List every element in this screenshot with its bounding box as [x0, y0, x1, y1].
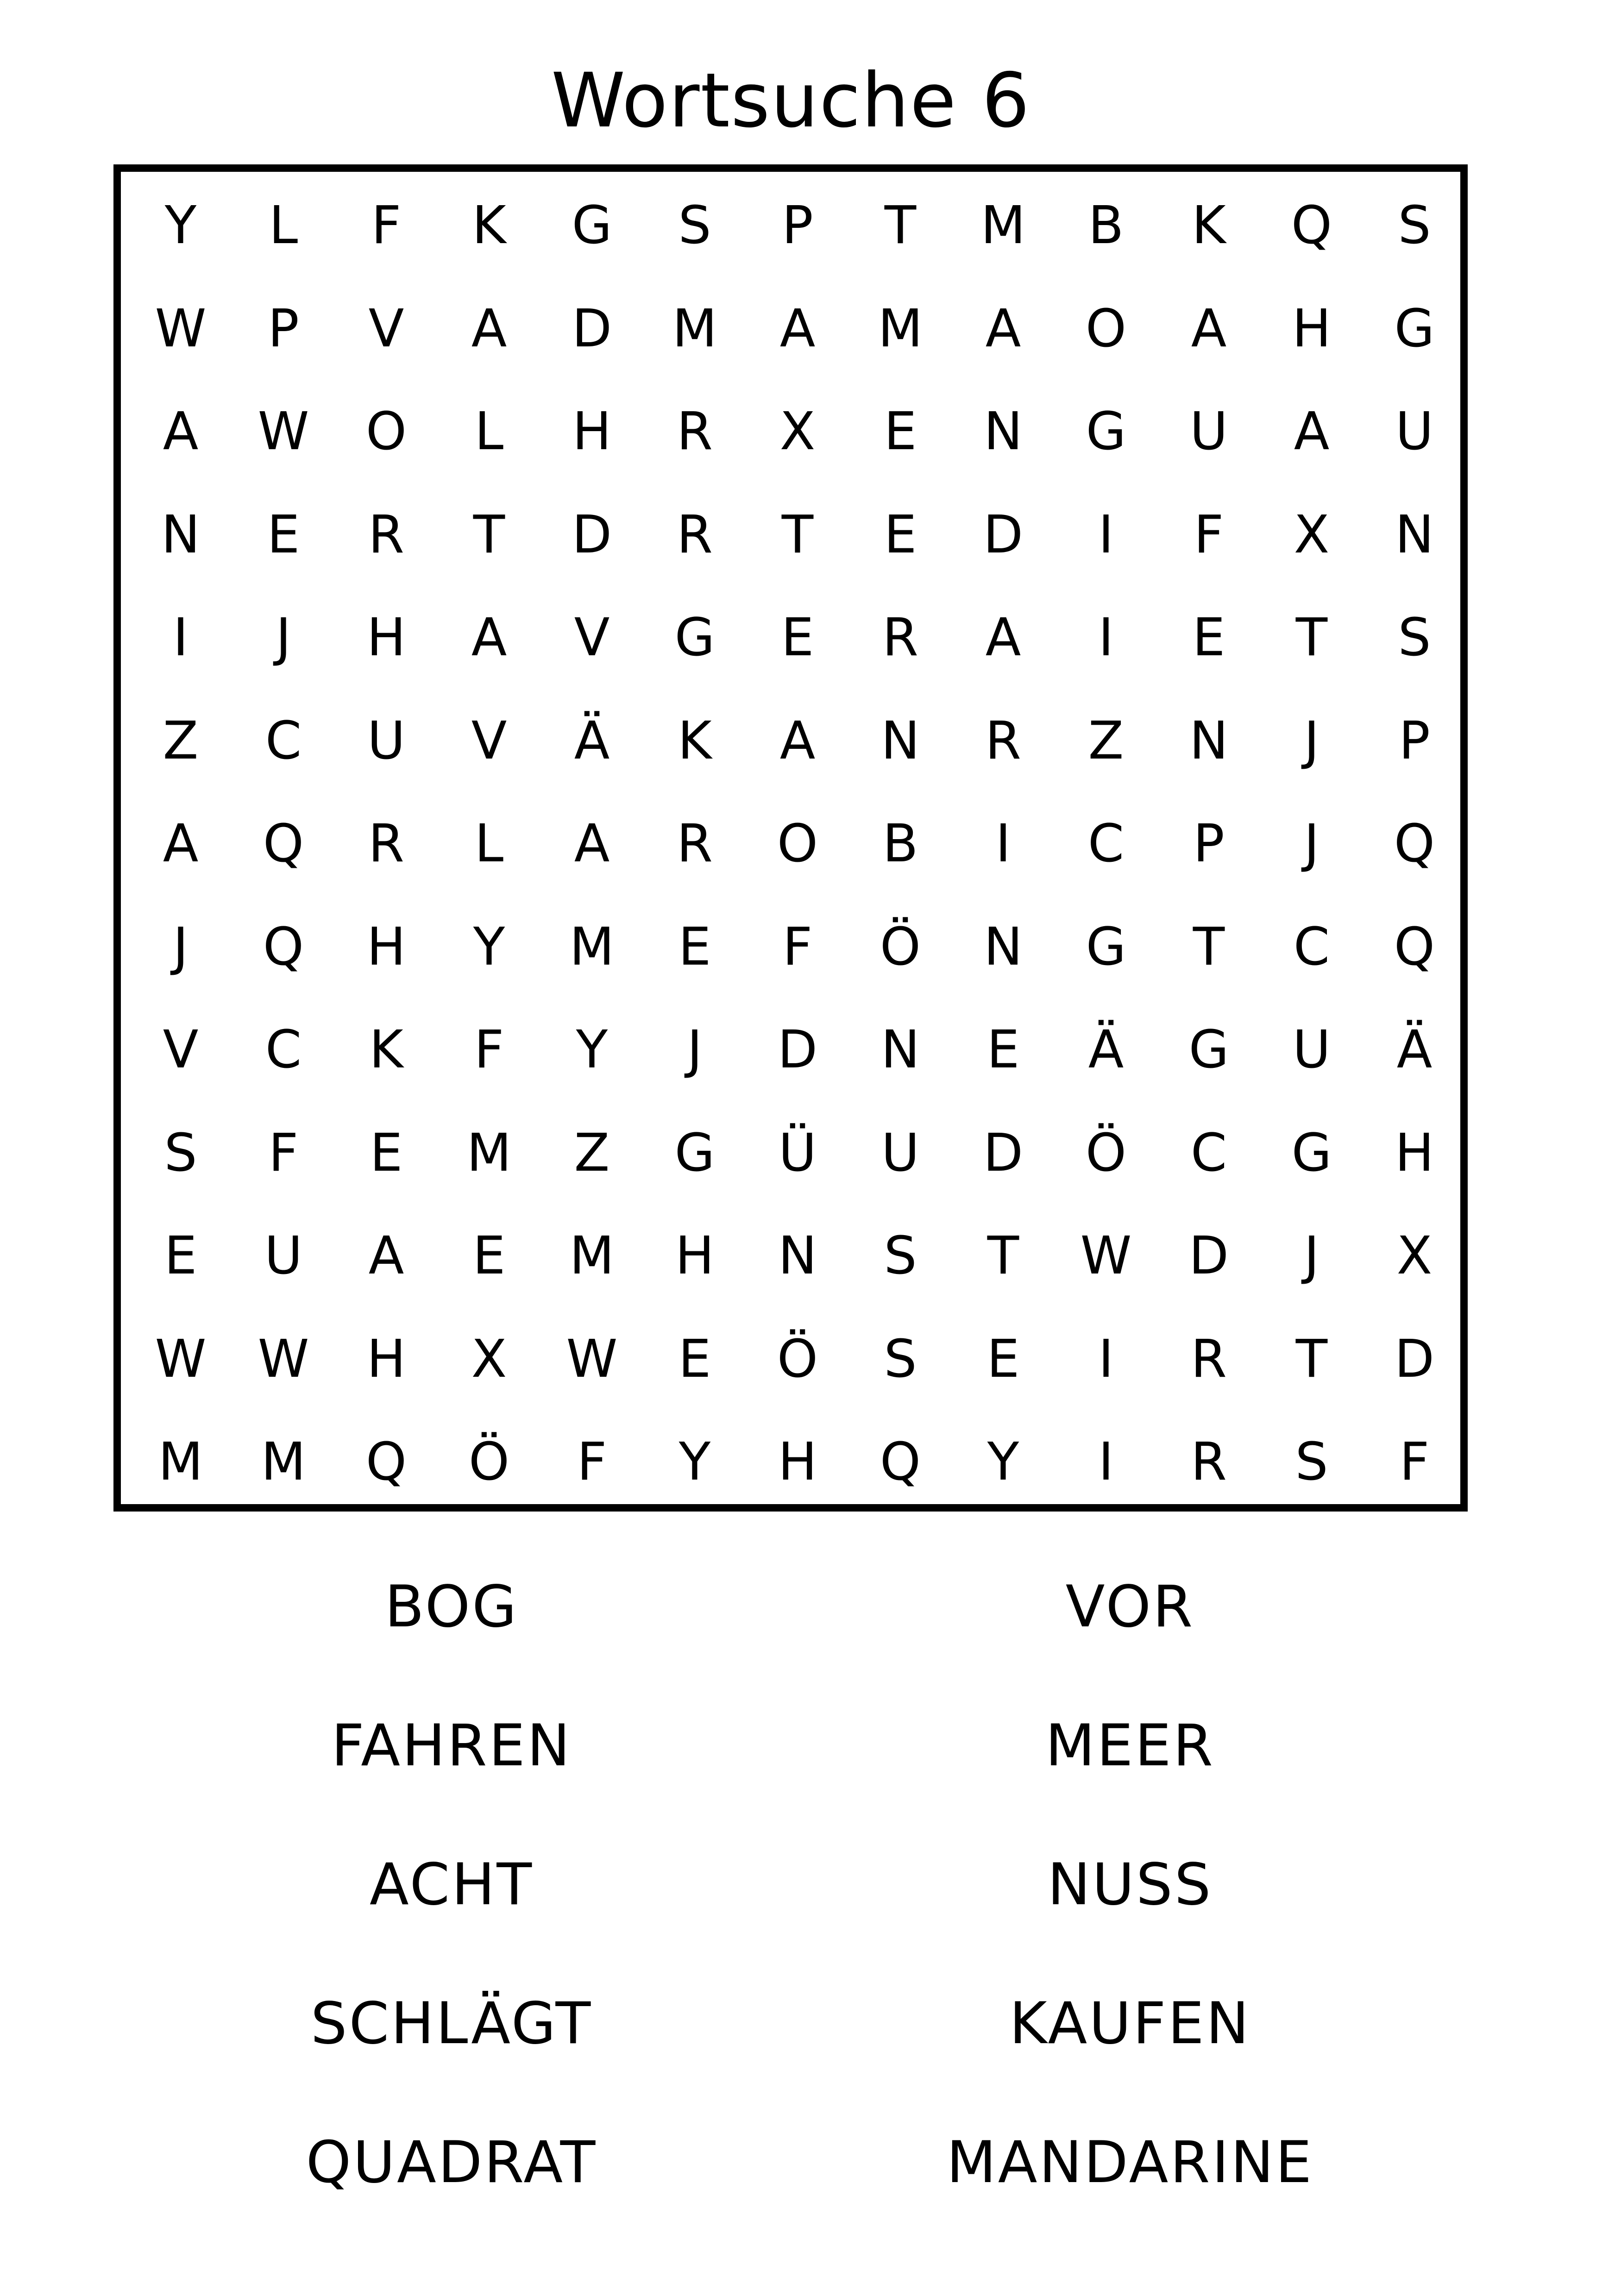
- grid-letter: J: [1304, 1226, 1319, 1286]
- grid-letter: D: [1394, 1329, 1435, 1389]
- grid-row: [121, 1410, 1460, 1514]
- grid-letter: Y: [576, 1020, 608, 1080]
- letter-grid-body: [121, 172, 1460, 1504]
- grid-letter: N: [881, 710, 920, 771]
- search-word: SCHLÄGT: [310, 1990, 593, 2057]
- grid-letter: A: [163, 814, 199, 874]
- grid-letter: N: [778, 1226, 817, 1286]
- grid-letter: H: [675, 1226, 715, 1286]
- grid-letter: M: [158, 1432, 203, 1492]
- grid-letter: O: [365, 401, 407, 462]
- grid-letter: A: [1191, 298, 1227, 359]
- grid-letter: X: [1396, 1226, 1433, 1286]
- grid-letter: U: [1190, 401, 1228, 462]
- grid-letter: R: [677, 504, 713, 565]
- grid-letter: R: [368, 504, 404, 565]
- grid-letter: Q: [1291, 195, 1332, 256]
- search-word: KAUFEN: [1009, 1990, 1251, 2057]
- grid-letter: A: [471, 298, 507, 359]
- grid-letter: J: [173, 916, 188, 977]
- grid-letter: L: [269, 195, 298, 256]
- grid-letter: M: [261, 1432, 306, 1492]
- search-word: BOG: [384, 1574, 519, 1640]
- grid-letter: L: [474, 401, 504, 462]
- search-word: QUADRAT: [306, 2129, 597, 2196]
- grid-letter: A: [471, 608, 507, 668]
- grid-letter: H: [366, 1329, 406, 1389]
- grid-letter: A: [779, 710, 816, 771]
- grid-letter: U: [881, 1123, 919, 1183]
- grid-letter: B: [1088, 195, 1124, 256]
- grid-letter: D: [983, 504, 1024, 565]
- grid-letter: O: [777, 814, 818, 874]
- grid-letter: Ö: [777, 1329, 818, 1389]
- grid-letter: V: [368, 298, 404, 359]
- grid-letter: E: [164, 1226, 197, 1286]
- grid-letter: E: [678, 916, 711, 977]
- grid-letter: Y: [679, 1432, 711, 1492]
- grid-letter: Y: [164, 195, 197, 256]
- grid-row: [121, 1101, 1460, 1205]
- page-title: Wortsuche 6: [551, 57, 1030, 144]
- grid-letter: D: [777, 1020, 818, 1080]
- grid-letter: U: [1293, 1020, 1331, 1080]
- grid-letter: Q: [1394, 916, 1435, 977]
- grid-letter: G: [572, 195, 612, 256]
- grid-letter: A: [368, 1226, 404, 1286]
- grid-letter: Z: [574, 1123, 610, 1183]
- grid-row: [121, 483, 1460, 587]
- grid-letter: Ö: [880, 916, 921, 977]
- grid-letter: Ä: [1088, 1020, 1124, 1080]
- grid-letter: T: [1295, 1329, 1328, 1389]
- grid-letter: T: [1193, 916, 1225, 977]
- grid-letter: S: [884, 1329, 917, 1389]
- grid-letter: Ü: [779, 1123, 817, 1183]
- grid-letter: U: [1395, 401, 1433, 462]
- grid-letter: D: [983, 1123, 1024, 1183]
- grid-letter: B: [882, 814, 918, 874]
- grid-letter: N: [1395, 504, 1434, 565]
- grid-letter: R: [1191, 1329, 1227, 1389]
- grid-letter: L: [474, 814, 504, 874]
- grid-letter: T: [473, 504, 505, 565]
- search-word: MANDARINE: [946, 2129, 1314, 2196]
- grid-letter: F: [268, 1123, 299, 1183]
- grid-letter: A: [574, 814, 610, 874]
- grid-letter: E: [781, 608, 814, 668]
- grid-letter: J: [276, 608, 291, 668]
- grid-letter: M: [569, 1226, 615, 1286]
- grid-letter: E: [884, 401, 917, 462]
- grid-letter: T: [884, 195, 917, 256]
- grid-letter: W: [155, 298, 207, 359]
- grid-letter: R: [882, 608, 918, 668]
- grid-letter: C: [1293, 916, 1330, 977]
- word-list: [0, 1570, 1621, 2265]
- grid-letter: S: [884, 1226, 917, 1286]
- grid-letter: K: [472, 195, 506, 256]
- grid-letter: E: [986, 1020, 1020, 1080]
- grid-letter: V: [163, 1020, 199, 1080]
- grid-row: [121, 174, 1460, 277]
- grid-letter: Ä: [574, 710, 610, 771]
- grid-letter: Ö: [1085, 1123, 1127, 1183]
- grid-letter: A: [779, 298, 816, 359]
- grid-letter: P: [268, 298, 299, 359]
- grid-letter: I: [1098, 1432, 1114, 1492]
- grid-letter: G: [1291, 1123, 1332, 1183]
- grid-letter: T: [781, 504, 814, 565]
- search-word: VOR: [1065, 1574, 1195, 1640]
- grid-letter: F: [782, 916, 813, 977]
- grid-letter: N: [161, 504, 200, 565]
- grid-letter: W: [1080, 1226, 1132, 1286]
- grid-row: [121, 1204, 1460, 1308]
- grid-letter: A: [163, 401, 199, 462]
- grid-row: [121, 689, 1460, 793]
- grid-letter: E: [884, 504, 917, 565]
- grid-letter: M: [980, 195, 1026, 256]
- grid-letter: H: [366, 608, 406, 668]
- grid-letter: A: [985, 608, 1021, 668]
- grid-letter: S: [1295, 1432, 1328, 1492]
- grid-letter: C: [265, 1020, 302, 1080]
- grid-letter: X: [779, 401, 816, 462]
- grid-letter: H: [572, 401, 612, 462]
- grid-letter: N: [984, 916, 1023, 977]
- grid-letter: H: [366, 916, 406, 977]
- grid-letter: H: [1395, 1123, 1434, 1183]
- grid-letter: S: [678, 195, 711, 256]
- grid-letter: N: [881, 1020, 920, 1080]
- grid-row: [121, 586, 1460, 690]
- grid-letter: V: [471, 710, 507, 771]
- grid-letter: D: [1188, 1226, 1229, 1286]
- grid-letter: U: [264, 1226, 302, 1286]
- grid-letter: A: [1294, 401, 1330, 462]
- grid-letter: Q: [880, 1432, 921, 1492]
- search-word: ACHT: [369, 1851, 534, 1918]
- search-word: NUSS: [1047, 1851, 1213, 1918]
- grid-letter: C: [265, 710, 302, 771]
- grid-letter: W: [258, 401, 309, 462]
- grid-letter: J: [1304, 710, 1319, 771]
- grid-letter: Ö: [468, 1432, 510, 1492]
- grid-letter: T: [987, 1226, 1019, 1286]
- grid-letter: K: [369, 1020, 403, 1080]
- grid-letter: Ä: [1396, 1020, 1433, 1080]
- grid-letter: N: [984, 401, 1023, 462]
- grid-letter: Q: [1394, 814, 1435, 874]
- grid-letter: Q: [365, 1432, 407, 1492]
- grid-letter: H: [778, 1432, 817, 1492]
- grid-letter: P: [1399, 710, 1430, 771]
- grid-letter: N: [1189, 710, 1228, 771]
- grid-letter: R: [985, 710, 1021, 771]
- grid-row: [121, 380, 1460, 483]
- grid-row: [121, 792, 1460, 896]
- grid-row: [121, 895, 1460, 999]
- grid-letter: W: [155, 1329, 207, 1389]
- grid-row: [121, 1307, 1460, 1411]
- grid-letter: F: [577, 1432, 607, 1492]
- grid-letter: E: [986, 1329, 1020, 1389]
- grid-letter: K: [1192, 195, 1226, 256]
- grid-letter: Z: [1088, 710, 1124, 771]
- grid-letter: I: [995, 814, 1011, 874]
- grid-letter: R: [1191, 1432, 1227, 1492]
- grid-letter: Y: [987, 1432, 1019, 1492]
- grid-letter: G: [1188, 1020, 1229, 1080]
- grid-letter: T: [1295, 608, 1328, 668]
- grid-letter: X: [471, 1329, 507, 1389]
- grid-letter: R: [677, 401, 713, 462]
- grid-letter: C: [1087, 814, 1125, 874]
- search-word: MEER: [1045, 1713, 1215, 1779]
- grid-letter: Z: [163, 710, 199, 771]
- grid-letter: G: [674, 1123, 715, 1183]
- grid-letter: K: [678, 710, 712, 771]
- grid-letter: F: [1194, 504, 1224, 565]
- grid-letter: I: [1098, 608, 1114, 668]
- grid-letter: E: [1192, 608, 1225, 668]
- grid-letter: S: [164, 1123, 197, 1183]
- grid-letter: U: [367, 710, 405, 771]
- grid-letter: E: [472, 1226, 506, 1286]
- grid-letter: D: [572, 298, 612, 359]
- grid-letter: M: [672, 298, 717, 359]
- grid-letter: A: [985, 298, 1021, 359]
- grid-letter: C: [1190, 1123, 1227, 1183]
- grid-letter: W: [258, 1329, 309, 1389]
- grid-letter: I: [173, 608, 188, 668]
- grid-letter: G: [1086, 401, 1126, 462]
- grid-letter: I: [1098, 1329, 1114, 1389]
- grid-letter: X: [1294, 504, 1330, 565]
- grid-letter: R: [677, 814, 713, 874]
- grid-letter: O: [1085, 298, 1127, 359]
- grid-letter: D: [572, 504, 612, 565]
- grid-letter: V: [574, 608, 610, 668]
- letter-grid: [113, 164, 1468, 1512]
- grid-letter: P: [1193, 814, 1225, 874]
- grid-letter: E: [678, 1329, 711, 1389]
- grid-letter: F: [1399, 1432, 1430, 1492]
- grid-letter: F: [474, 1020, 504, 1080]
- search-word: FAHREN: [331, 1713, 572, 1779]
- grid-letter: Y: [473, 916, 505, 977]
- grid-letter: M: [878, 298, 923, 359]
- grid-letter: J: [687, 1020, 703, 1080]
- grid-letter: M: [569, 916, 615, 977]
- grid-letter: G: [1394, 298, 1435, 359]
- grid-row: [121, 277, 1460, 381]
- grid-letter: J: [1304, 814, 1319, 874]
- grid-row: [121, 998, 1460, 1102]
- grid-letter: G: [1086, 916, 1126, 977]
- grid-letter: S: [1398, 608, 1431, 668]
- grid-letter: M: [466, 1123, 512, 1183]
- grid-letter: R: [368, 814, 404, 874]
- grid-letter: I: [1098, 504, 1114, 565]
- grid-letter: P: [782, 195, 813, 256]
- grid-letter: Q: [263, 814, 304, 874]
- grid-letter: E: [267, 504, 300, 565]
- grid-letter: E: [370, 1123, 403, 1183]
- grid-letter: Q: [263, 916, 304, 977]
- grid-letter: F: [371, 195, 402, 256]
- grid-letter: H: [1292, 298, 1332, 359]
- grid-letter: S: [1398, 195, 1431, 256]
- grid-letter: W: [566, 1329, 618, 1389]
- grid-letter: G: [674, 608, 715, 668]
